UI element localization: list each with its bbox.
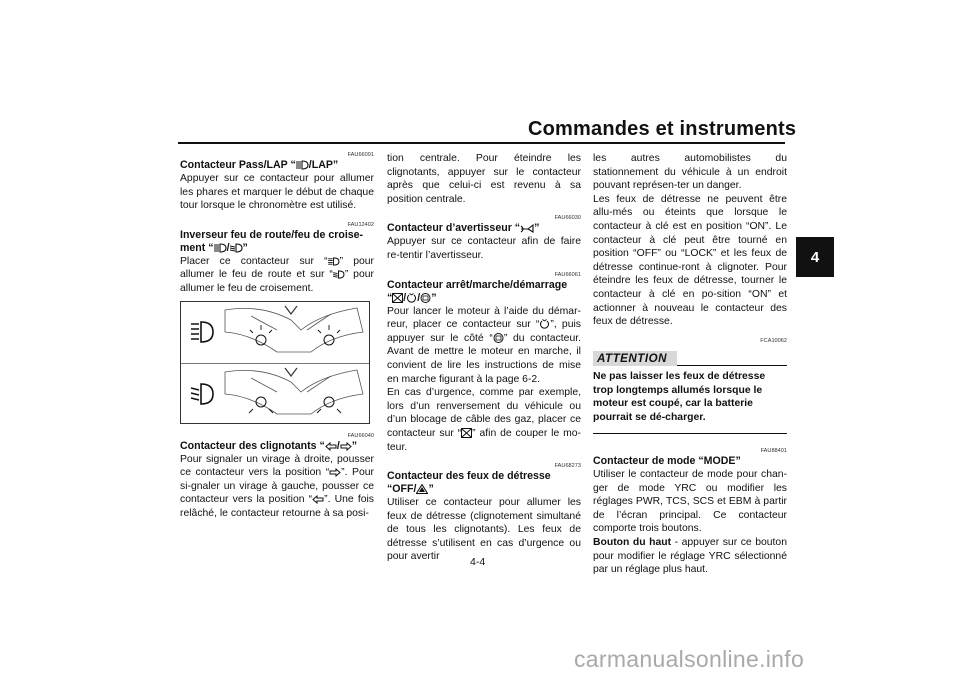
chapter-tab: 4 xyxy=(796,237,834,277)
continued-text: les autres automobilistes du stationnement du véhicule à un endroit pouvant représen-ter un danger. xyxy=(593,153,787,192)
section-body: En cas d’urgence, comme par exemple, lors d’un renversement du véhicule ou d’un blocage de câble des gaz, placer ce contacteur sur “ ” afin de couper le mo-teur. xyxy=(387,387,582,453)
high-beam-icon xyxy=(296,160,309,170)
column-3 xyxy=(593,152,787,577)
engine-run-icon xyxy=(406,293,417,303)
section-code: FAU88401 xyxy=(760,447,787,454)
engine-stop-icon xyxy=(392,293,403,303)
left-turn-icon xyxy=(325,442,337,451)
section-code: FAU12402 xyxy=(347,221,374,228)
section-code: FAU66061 xyxy=(554,271,581,278)
low-beam-icon xyxy=(230,243,243,253)
low-beam-icon xyxy=(333,270,345,279)
header-rule xyxy=(178,142,785,144)
headlight-figure xyxy=(180,301,370,424)
section-heading: “OFF/ ” xyxy=(387,483,434,496)
column-2 xyxy=(387,152,581,564)
continued-text: Les feux de détresse ne peuvent être allu-més ou éteints que lorsque le contacteur à clé est en position “ON”. Le contacteur à clé peut être tourné en position “OFF” ou “LOCK” et les feux de détresse continue-ront à clignoter. Pour éteindre les feux de détresse, tourner le contacteur à clé en po-sition “ON” et actionner à nouveau le contacteur des feux de détresse. xyxy=(593,193,787,328)
section-code: FAU66040 xyxy=(347,432,374,439)
start-icon xyxy=(493,333,504,343)
section-body: Utiliser ce contacteur pour allumer les feux de détresse (clignotement simultané de tous les clignotants). Les feux de détresse s’utilisent en cas d’urgence ou pour avertir xyxy=(387,497,581,563)
section-body: Utiliser le contacteur de mode pour chan-ger de mode YRC ou modifier les réglages PWR, TCS, SCS et EBM à partir de l’écran principal. Ce contacteur comporte trois boutons. xyxy=(593,468,787,535)
section-heading: Contacteur arrêt/marche/démarrage xyxy=(387,278,568,291)
section-body: Placer ce contacteur sur “ ” pour allumer le feu de route et sur “ ” pour allumer le feu de croisement. xyxy=(180,255,374,294)
section-heading: Contacteur d’avertisseur “ ” xyxy=(387,222,540,235)
horn-icon xyxy=(520,224,534,233)
section-heading: Contacteur des feux de détresse xyxy=(387,470,551,483)
high-beam-illustration xyxy=(181,302,369,362)
section-heading: Inverseur feu de route/feu de croise-ment “ / ” xyxy=(180,228,364,254)
section-code: FAU68273 xyxy=(554,463,581,470)
section-heading: Contacteur de mode “MODE” xyxy=(593,454,741,467)
section-heading: Contacteur Pass/LAP “ /LAP” xyxy=(180,159,339,171)
section-body: Bouton du haut - appuyer sur ce bouton pour modifier le réglage YRC sélectionné par un réglage plus haut. xyxy=(593,536,787,576)
left-turn-icon xyxy=(312,495,324,504)
engine-run-icon xyxy=(539,319,550,329)
section-heading: Contacteur des clignotants “ / ” xyxy=(180,439,358,452)
high-beam-icon xyxy=(328,257,340,266)
continued-text: tion centrale. Pour éteindre les clignotants, appuyer sur le contacteur après que celui-ci est revenu à sa position centrale. xyxy=(387,153,581,205)
page-header-title: Commandes et instruments xyxy=(528,118,797,140)
watermark: carmanualsonline.info xyxy=(574,646,805,672)
page-number: 4-4 xyxy=(470,556,486,568)
section-body: Pour lancer le moteur à l’aide du démar-reur, placer ce contacteur sur “ ”, puis appuyer sur le côté “ ” du contacteur. Avant de mettre le moteur en marche, il convient de lire les instructions de mise en marche figurant à la page 6-2. xyxy=(387,305,582,385)
attention-bottom-rule xyxy=(593,433,787,434)
high-beam-icon xyxy=(214,243,227,253)
right-turn-icon xyxy=(340,442,352,451)
section-body: Appuyer sur ce contacteur afin de faire re-tentir l’avertisseur. xyxy=(387,236,581,261)
start-icon xyxy=(420,293,431,303)
column-1 xyxy=(180,152,374,521)
section-code: FCA10062 xyxy=(760,337,787,344)
section-body: Appuyer sur ce contacteur pour allumer les phares et marquer le début de chaque tour lorsque le chronomètre est utilisé. xyxy=(180,173,374,212)
section-heading: “ / / ” xyxy=(387,291,437,304)
section-code: FAU66091 xyxy=(347,152,374,158)
hazard-icon xyxy=(416,484,428,494)
bold-term: Bouton du haut xyxy=(593,536,672,548)
attention-box xyxy=(593,351,787,434)
engine-stop-icon xyxy=(461,428,472,438)
attention-text: Ne pas laisser les feux de détresse trop longtemps allumés lorsque le moteur est coupé, car la batterie pourrait se dé-charger. xyxy=(593,371,766,423)
section-code: FAU66030 xyxy=(554,215,581,222)
section-body: Pour signaler un virage à droite, pousser ce contacteur vers la position “ ”. Pour si-gnaler un virage à gauche, pousser ce contacteur vers la position “ ”. Une fois relâché, le contacteur retourne à sa posi- xyxy=(180,453,375,519)
attention-label: ATTENTION xyxy=(593,351,677,367)
low-beam-illustration xyxy=(181,363,369,424)
right-turn-icon xyxy=(329,468,341,477)
